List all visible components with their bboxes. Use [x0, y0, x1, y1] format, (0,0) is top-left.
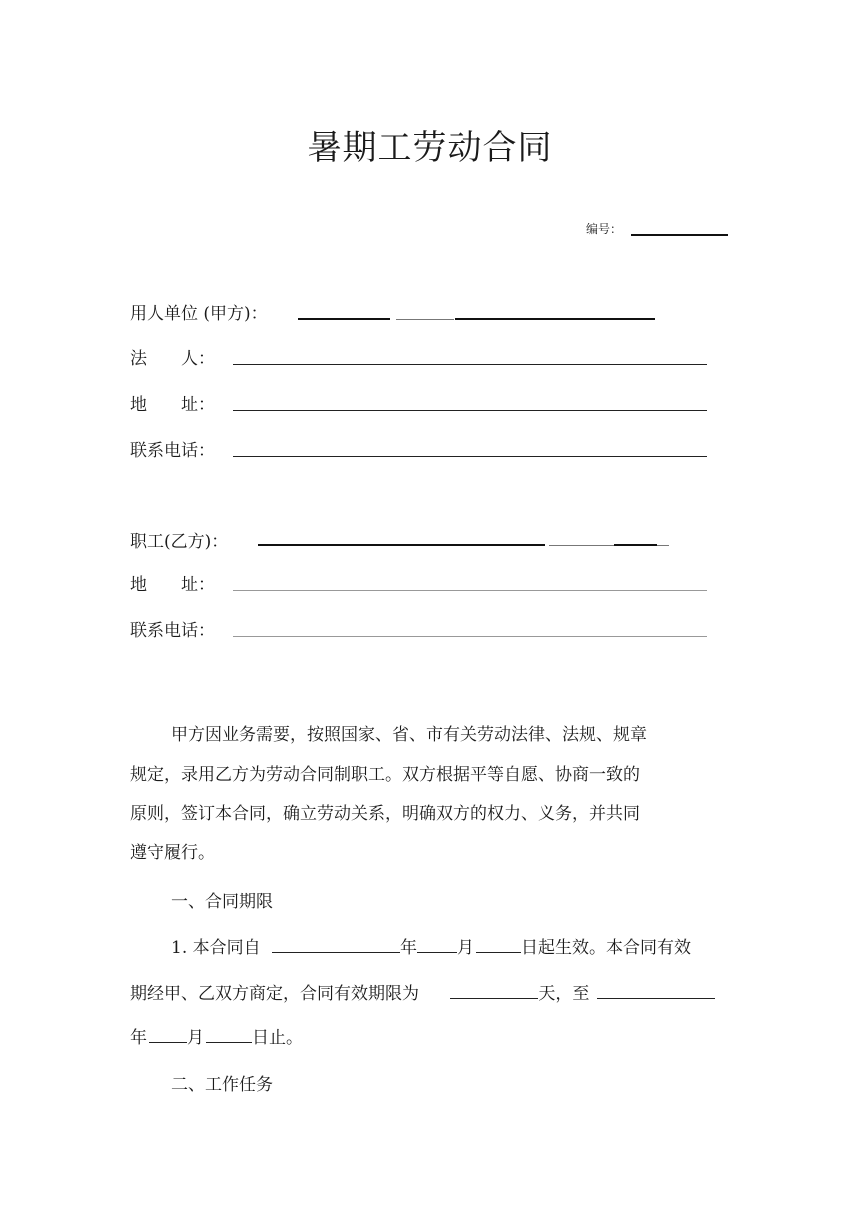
party-a-address-blank[interactable] [233, 410, 707, 411]
end-month-blank[interactable] [149, 1026, 187, 1043]
clause-1-line-3 [130, 1023, 303, 1048]
party-b-name-label: 职工(乙方)： [130, 532, 229, 552]
party-a-phone-label: 联系电话： [130, 441, 215, 461]
party-a-unit-blank-2[interactable] [396, 319, 454, 320]
section-2-heading: 二、工作任务 [171, 1075, 273, 1095]
section-1-heading: 一、合同期限 [171, 892, 273, 912]
start-month-blank[interactable] [417, 936, 457, 953]
intro-line-2: 规定，录用乙方为劳动合同制职工。双方根据平等自愿、协商一致的 [130, 765, 640, 785]
party-b-phone-label: 联系电话： [130, 621, 215, 641]
clause-1-line-2 [130, 979, 715, 1004]
party-a-unit-blank-1[interactable] [298, 318, 390, 320]
end-year-blank-a[interactable] [597, 982, 715, 999]
party-b-address-blank[interactable] [233, 590, 707, 591]
party-a-phone-blank[interactable] [233, 456, 707, 457]
duration-days-blank[interactable] [450, 982, 538, 999]
end-day-blank[interactable] [206, 1026, 252, 1043]
party-a-unit-blank-3[interactable] [455, 318, 655, 320]
clause-1-prefix: 1. 本合同自 [171, 938, 261, 958]
party-b-name-blank-1[interactable] [258, 544, 545, 546]
party-b-phone-blank[interactable] [233, 636, 707, 637]
intro-line-1: 甲方因业务需要，按照国家、省、市有关劳动法律、法规、规章 [171, 725, 647, 745]
clause-1-line-1 [171, 933, 691, 958]
document-title: 暑期工劳动合同 [307, 128, 553, 168]
party-a-legal-blank[interactable] [233, 364, 707, 365]
end-day-label: 日止。 [252, 1028, 303, 1048]
party-b-address-label: 地 址： [130, 575, 215, 595]
duration-days-label: 天，至 [538, 984, 590, 1004]
start-year-label: 年 [400, 938, 418, 958]
party-a-legal-label: 法 人： [130, 349, 215, 369]
end-month-label: 月 [187, 1028, 204, 1048]
start-month-label: 月 [457, 938, 475, 958]
start-year-blank[interactable] [272, 936, 400, 953]
duration-text: 期经甲、乙双方商定，合同有效期限为 [130, 984, 419, 1004]
intro-line-3: 原则，签订本合同，确立劳动关系，明确双方的权力、义务，并共同 [130, 804, 640, 824]
start-day-label: 日起生效。本合同有效 [521, 938, 692, 958]
number-label: 编号： [586, 222, 623, 236]
party-a-unit-label: 用人单位 (甲方)： [130, 304, 268, 324]
number-blank[interactable] [631, 234, 728, 236]
party-b-name-blank-3[interactable] [614, 544, 657, 546]
party-a-address-label: 地 址： [130, 395, 215, 415]
intro-line-4: 遵守履行。 [130, 843, 215, 863]
start-day-blank[interactable] [476, 936, 521, 953]
end-year-label: 年 [130, 1028, 147, 1048]
